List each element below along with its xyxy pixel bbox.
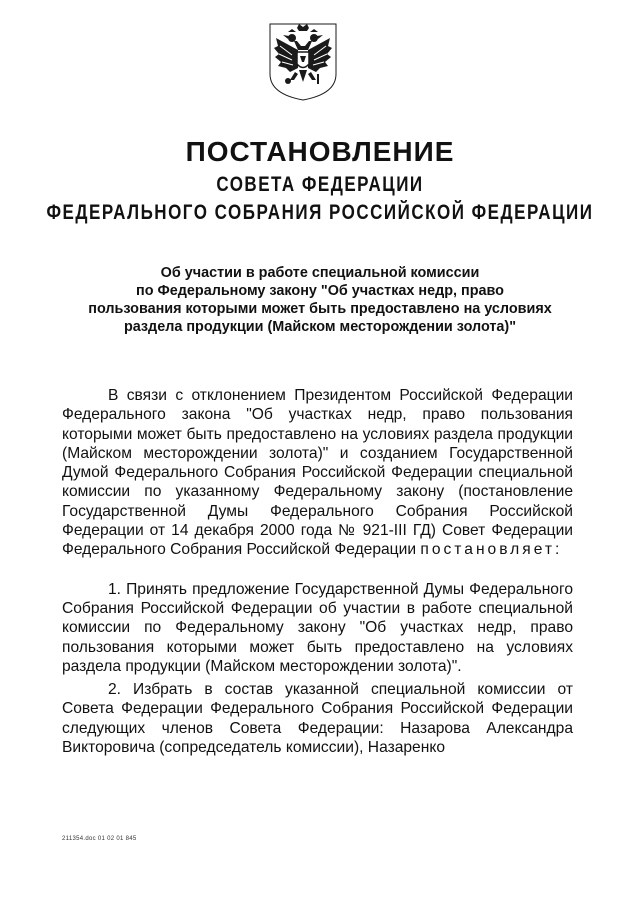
- item-1-paragraph: 1. Принять предложение Государственной Думы Федерального Собрания Российской Федерации об участии в работе специальной комиссии по Федеральному закону "Об участках недр, право пользования которыми может быть предоставлено на условиях раздела продукции (Майском месторождении золота)".: [62, 580, 573, 675]
- title-line: Об участии в работе специальной комиссии: [160, 265, 480, 281]
- coat-of-arms-icon: [268, 22, 338, 102]
- issuer-line-1: СОВЕТА ФЕДЕРАЦИИ: [216, 172, 424, 196]
- preamble-text: В связи с отклонением Президентом Российской Федерации Федерального закона "Об участках недр, право пользования которыми может быть предоставлено на условиях раздела продукции (Майском месторождении золота)" и созданием Государственной Думой Федерального Собрания Российской Федерации специальной комиссии по указанному Федеральному закону (постановление Государственной Думы Федерального Собрания Российской Федерации от 14 декабря 2000 года № 921-III ГД) Совет Федерации Федерального Собрания Российской Федерации: [62, 387, 573, 559]
- title-line: раздела продукции (Майском месторождении золота)": [123, 319, 517, 335]
- resolution-title: [80, 264, 560, 336]
- resolves-word: постановляет:: [420, 541, 563, 559]
- document-body: [62, 386, 573, 757]
- document-type-heading: ПОСТАНОВЛЕНИЕ: [185, 136, 455, 167]
- issuer-line-2: ФЕДЕРАЛЬНОГО СОБРАНИЯ РОССИЙСКОЙ ФЕДЕРАЦИИ: [46, 200, 594, 224]
- preamble-paragraph: [62, 386, 573, 560]
- file-reference: 211354.doc 01 02 01 845: [62, 836, 137, 842]
- title-line: по Федеральному закону "Об участках недр, право: [136, 283, 504, 299]
- item-2-paragraph: 2. Избрать в состав указанной специальной комиссии от Совета Федерации Федерального Собрания Российской Федерации следующих членов Совета Федерации: Назарова Александра Викторовича (сопредседатель комиссии), Назаренко: [62, 681, 573, 757]
- title-line: пользования которыми может быть предоставлено на условиях: [88, 301, 552, 317]
